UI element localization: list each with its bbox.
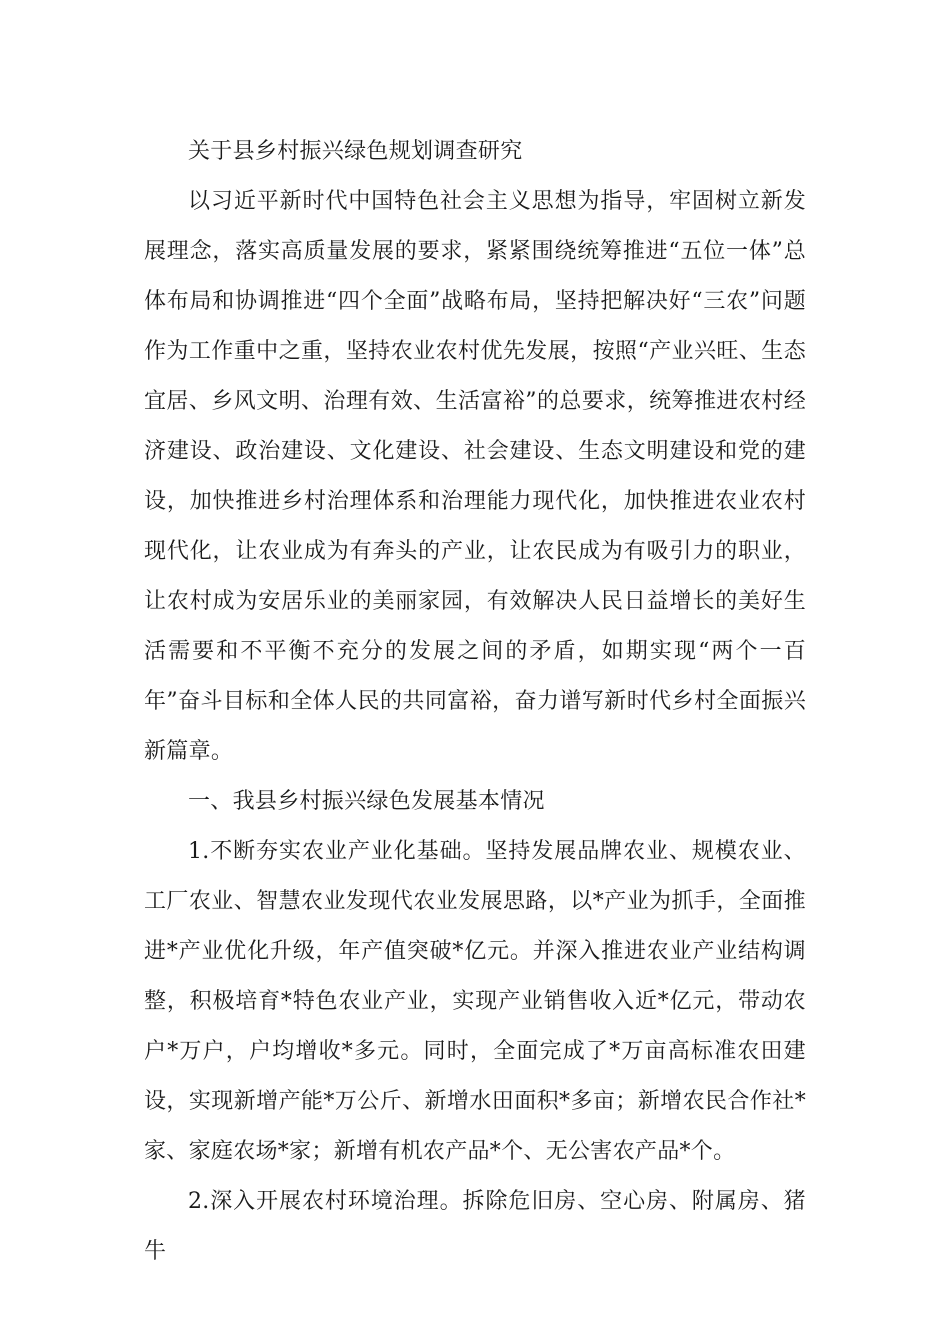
document-title: 关于县乡村振兴绿色规划调查研究 bbox=[188, 139, 523, 164]
section-heading: 一、我县乡村振兴绿色发展基本情况 bbox=[188, 789, 545, 814]
intro-paragraph: 以习近平新时代中国特色社会主义思想为指导，牢固树立新发展理念，落实高质量发展的要求，紧紧围绕统筹推进“五位一体”总体布局和协调推进“四个全面”战略布局，坚持把解决好“三农”问题作为工作重中之重，坚持农业农村优先发展，按照“产业兴旺、生态宜居、乡风文明、治理有效、生活富裕”的总要求，统筹推进农村经济建设、政治建设、文化建设、社会建设、生态文明建设和党的建设，加快推进乡村治理体系和治理能力现代化，加快推进农业农村现代化，让农业成为有奔头的产业，让农民成为有吸引力的职业，让农村成为安居乐业的美丽家园，有效解决人民日益增长的美好生活需要和不平衡不充分的发展之间的矛盾，如期实现“两个一百年”奋斗目标和全体人民的共同富裕，奋力谱写新时代乡村全面振兴新篇章。 bbox=[144, 189, 806, 764]
document-body bbox=[144, 127, 806, 1277]
item-paragraph-1: 1.不断夯实农业产业化基础。坚持发展品牌农业、规模农业、工厂农业、智慧农业发现代农业发展思路，以*产业为抓手，全面推进*产业优化升级，年产值突破*亿元。并深入推进农业产业结构调整，积极培育*特色农业产业，实现产业销售收入近*亿元，带动农户*万户，户均增收*多元。同时，全面完成了*万亩高标准农田建设，实现新增产能*万公斤、新增水田面积*多亩；新增农民合作社*家、家庭农场*家；新增有机农产品*个、无公害农产品*个。 bbox=[144, 839, 806, 1164]
item-paragraph-2: 2.深入开展农村环境治理。拆除危旧房、空心房、附属房、猪牛 bbox=[144, 1189, 806, 1264]
